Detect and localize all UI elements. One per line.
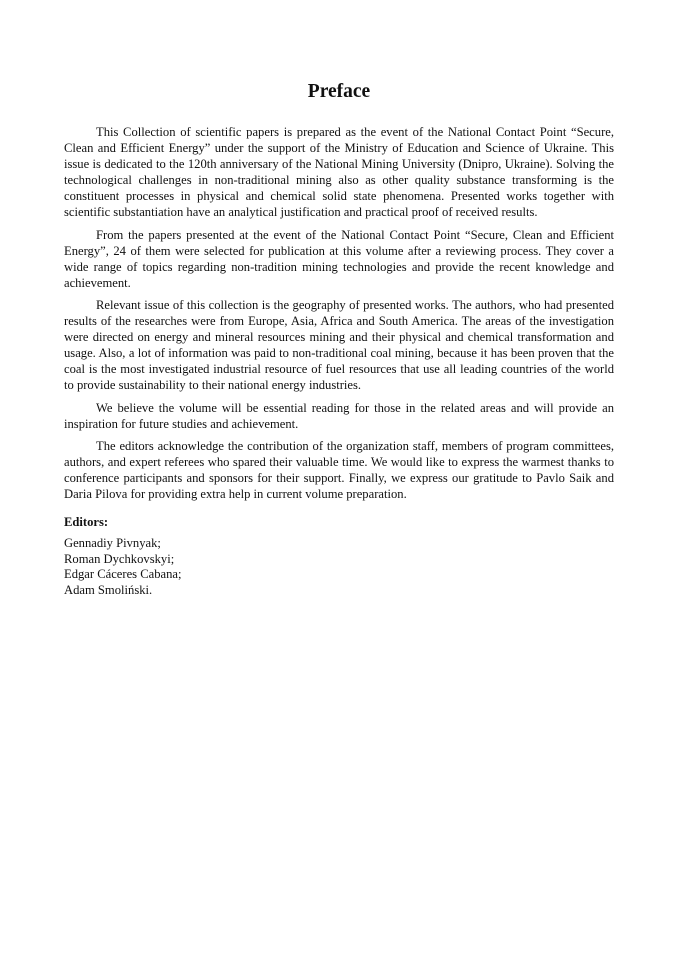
paragraph-selection: From the papers presented at the event of the National Contact Point “Secure, Clean and Efficient Energy”, 24 of them were selected for publication at this volume after a reviewing process. They cover a wide range of topics regarding non-tradition mining technologies and provide the recent knowledge and achievement. xyxy=(64,227,614,290)
editor-name: Roman Dychkovskyi; xyxy=(64,551,175,566)
preface-page xyxy=(64,80,614,598)
editor-name: Adam Smoliński. xyxy=(64,582,153,597)
paragraph-intro: This Collection of scientific papers is prepared as the event of the National Contact Point “Secure, Clean and Efficient Energy” under the support of the Ministry of Education and Science of Ukraine. This issue is dedicated to the 120th anniversary of the National Mining University (Dnipro, Ukraine). Solving the technological challenges in non-traditional mining also as other quality substance transforming is the constituent processes in physical and chemical solid state phenomena. Presented works together with scientific substantiation have an analytical justification and practical proof of received results. xyxy=(64,125,614,220)
page-title: Preface xyxy=(307,81,371,102)
editors-heading: Editors: xyxy=(64,515,109,530)
editor-name: Edgar Cáceres Cabana; xyxy=(64,567,182,582)
editor-name: Gennadiy Pivnyak; xyxy=(64,536,161,551)
paragraph-essential-reading: We believe the volume will be essential reading for those in the related areas and will provide an inspiration for future studies and achievement. xyxy=(64,400,614,431)
editors-list xyxy=(64,536,614,598)
paragraph-geography: Relevant issue of this collection is the geography of presented works. The authors, who had presented results of the researches were from Europe, Asia, Africa and South America. The areas of the investigation were directed on energy and mineral resources mining and their physical and chemical transformation and usage. Also, a lot of information was paid to non-traditional coal mining, because it has been proven that the coal is the most investigated industrial resource of fuel resources that use all leading countries of the world to provide sustainability to their national energy industries. xyxy=(64,297,614,393)
paragraph-acknowledgements: The editors acknowledge the contribution of the organization staff, members of program committees, authors, and expert referees who spared their valuable time. We would like to express the warmest thanks to conference participants and sponsors for their support. Finally, we express our gratitude to Pavlo Saik and Daria Pilova for providing extra help in current volume preparation. xyxy=(64,438,614,501)
